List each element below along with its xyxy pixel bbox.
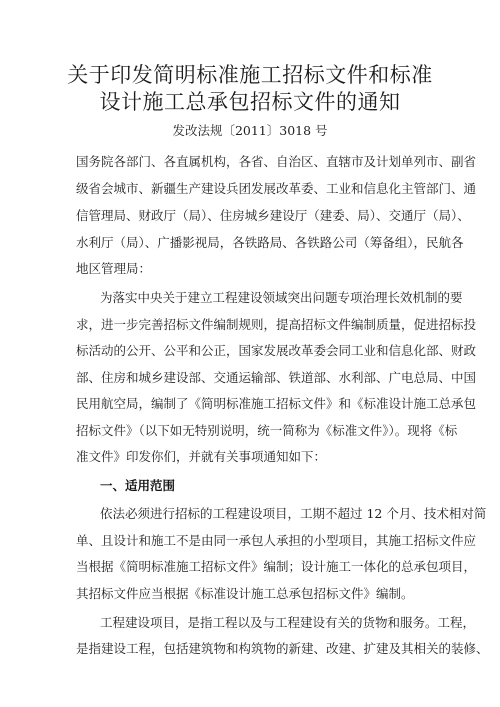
intro-line: 求，进一步完善招标文件编制规则，提高招标文件编制质量，促进招标投: [76, 317, 477, 332]
section1-para1-line: 依法必须进行招标的工程建设项目，工期不超过 12 个月、技术相对简: [100, 506, 487, 521]
recipients-line: 地区管理局：: [76, 261, 152, 276]
section1-para2-line: 是指建设工程，包括建筑物和构筑物的新建、改建、扩建及其相关的装修、: [76, 641, 489, 656]
intro-line: 民用航空局，编制了《简明标准施工招标文件》和《标准设计施工总承包: [76, 396, 477, 411]
section1-para1-line: 当根据《简明标准施工招标文件》编制；设计施工一体化的总承包项目，: [76, 559, 477, 574]
intro-line: 为落实中央关于建立工程建设领域突出问题专项治理长效机制的要: [100, 290, 463, 305]
intro-line: 标活动的公开、公平和公正，国家发展改革委会同工业和信息化部、财政: [76, 343, 477, 358]
document-number: 发改法规〔2011〕3018 号: [172, 123, 328, 138]
recipients-line: 水利厅（局）、广播影视局，各铁路局、各铁路公司（筹备组），民航各: [76, 235, 464, 250]
recipients-line: 信管理局、财政厅（局）、住房城乡建设厅（建委、局）、交通厅（局）、: [76, 208, 470, 223]
section1-para1-line: 单、且设计和施工不是由同一承包人承担的小型项目，其施工招标文件应: [76, 533, 477, 548]
intro-line: 招标文件》（以下如无特别说明，统一简称为《标准文件》）。现将《标: [76, 423, 458, 438]
document-title-line-1: 关于印发简明标准施工招标文件和标准: [67, 63, 433, 87]
document-title-line-2: 设计施工总承包招标文件的通知: [99, 90, 401, 114]
recipients-line: 国务院各部门、各直属机构，各省、自治区、直辖市及计划单列市、副省: [76, 154, 477, 169]
intro-line: 部、住房和城乡建设部、交通运输部、铁道部、水利部、广电总局、中国: [76, 370, 477, 385]
intro-line: 准文件》印发你们，并就有关事项通知如下：: [76, 449, 327, 464]
section1-para1-line: 其招标文件应当根据《标准设计施工总承包招标文件》编制。: [76, 586, 414, 601]
section-heading: 一、适用范围: [100, 478, 176, 493]
recipients-line: 级省会城市、新疆生产建设兵团发展改革委、工业和信息化主管部门、通: [76, 181, 477, 196]
section1-para2-line: 工程建设项目，是指工程以及与工程建设有关的货物和服务。工程，: [100, 615, 476, 630]
